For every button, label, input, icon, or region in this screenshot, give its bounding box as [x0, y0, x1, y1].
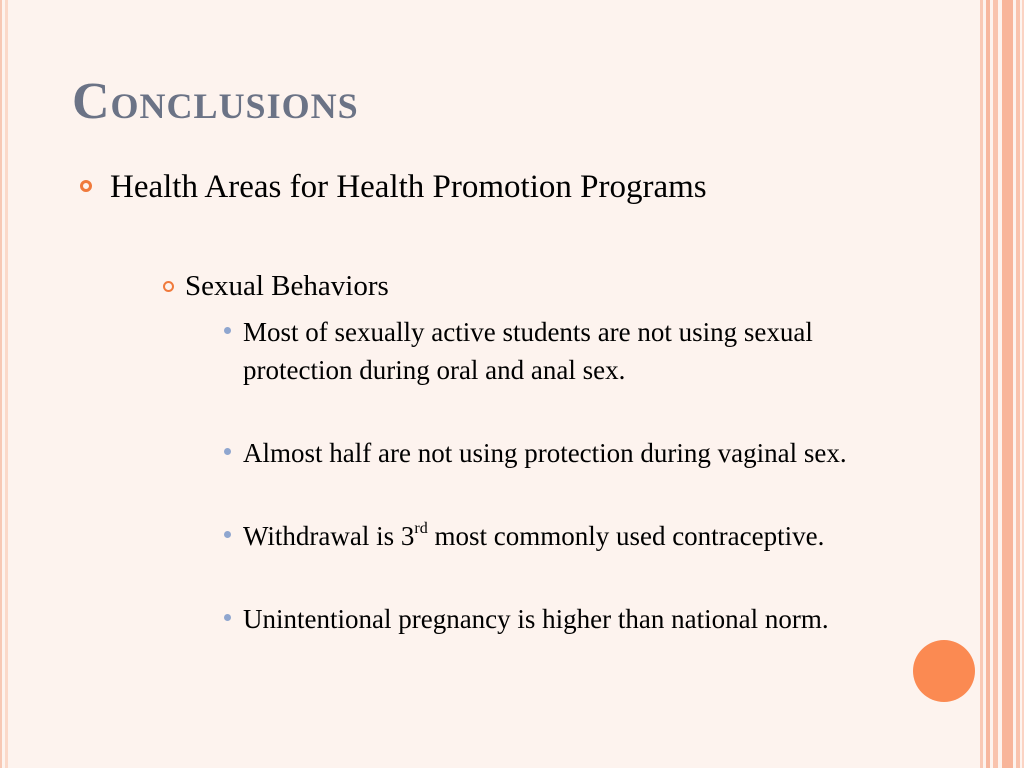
- decorative-circle: [913, 640, 975, 702]
- bullet-level3: Unintentional pregnancy is higher than national norm.: [243, 604, 829, 634]
- left-border-decoration: [0, 0, 9, 768]
- bullet-level3: [243, 517, 903, 555]
- ring-bullet-icon: [80, 180, 92, 192]
- bullet-level3: Most of sexually active students are not using sexual protection during oral and anal sex.: [243, 317, 813, 385]
- slide-title: Conclusions: [72, 73, 359, 130]
- bullet-level1: Health Areas for Health Promotion Programs: [110, 169, 707, 205]
- dot-bullet-icon: [224, 448, 231, 455]
- bullet-level3: Almost half are not using protection during vaginal sex.: [243, 438, 847, 468]
- dot-bullet-icon: [224, 614, 231, 621]
- bullet-text: Withdrawal is 3: [243, 521, 415, 551]
- bullet-level2: Sexual Behaviors: [185, 270, 389, 302]
- right-stripes-decoration: [980, 0, 1024, 768]
- bullet-text: most commonly used contraceptive.: [427, 521, 825, 551]
- dot-bullet-icon: [224, 531, 231, 538]
- ring-bullet-icon: [163, 281, 174, 292]
- ordinal-suffix: rd: [414, 520, 428, 537]
- dot-bullet-icon: [224, 327, 231, 334]
